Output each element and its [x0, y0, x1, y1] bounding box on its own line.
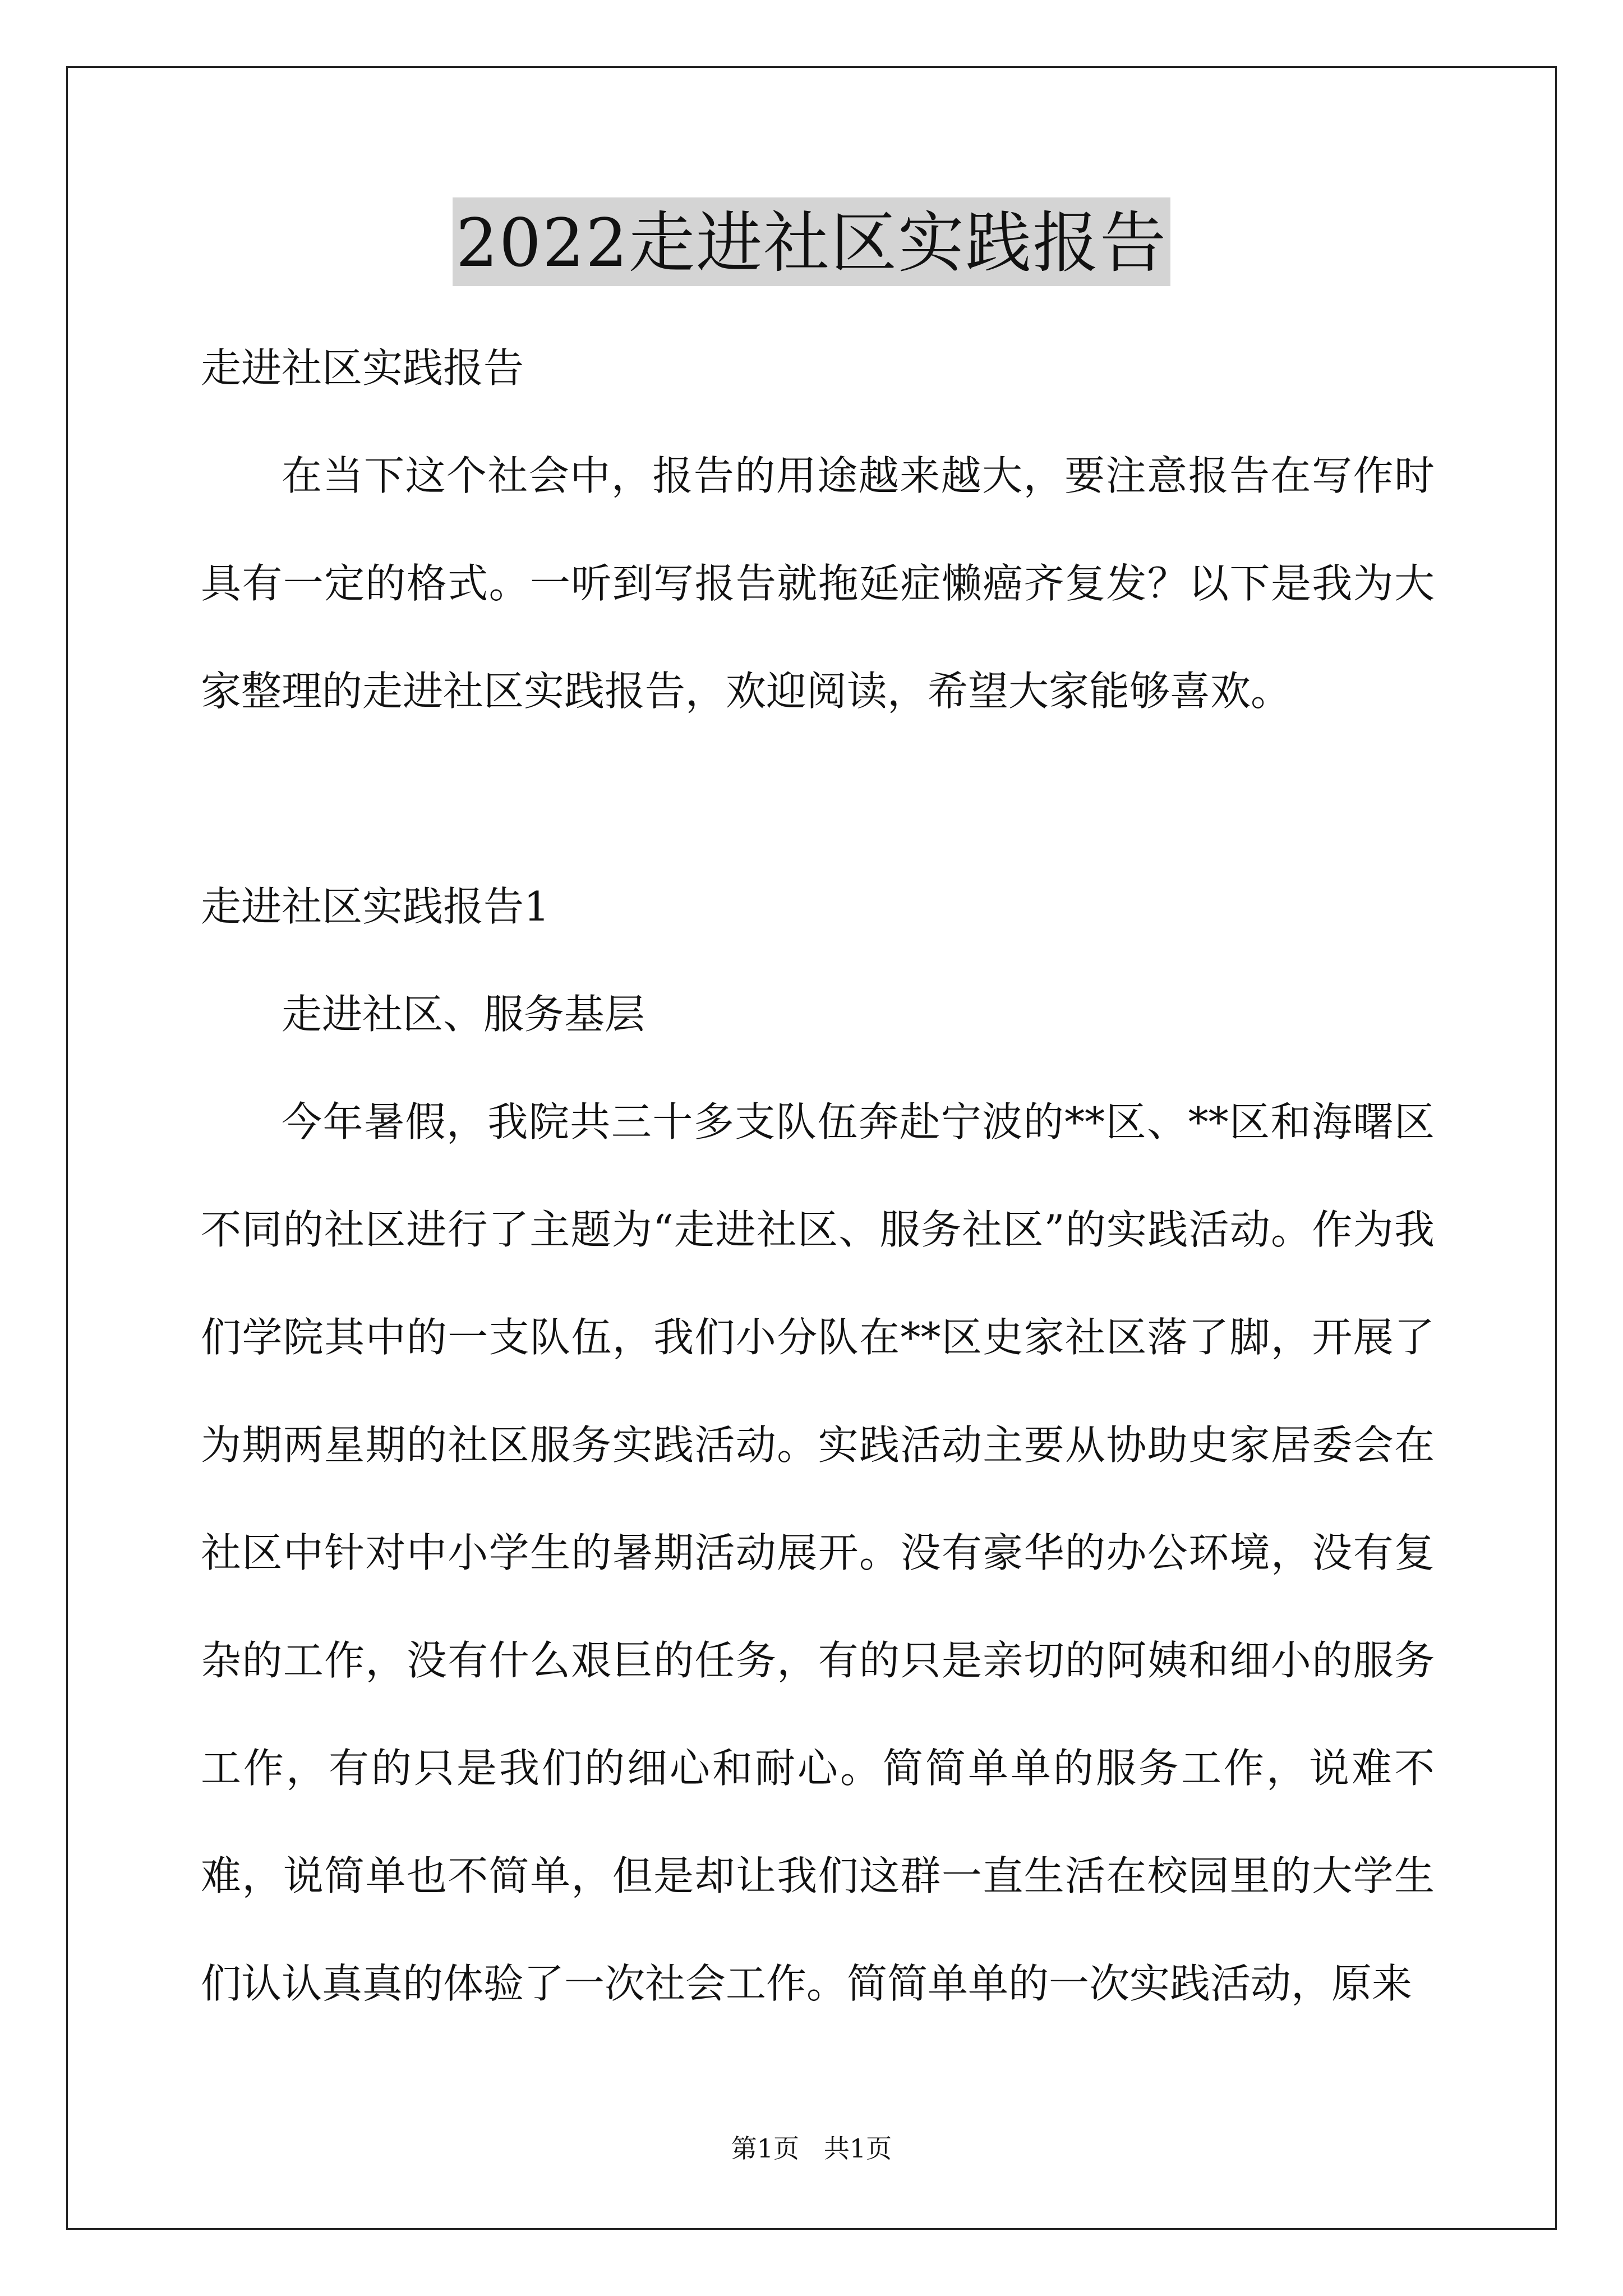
top-heading: 走进社区实践报告	[201, 344, 524, 392]
body-paragraph: 今年暑假，我院共三十多支队伍奔赴宁波的**区、**区和海曙区不同的社区进行了主题为“走进社区、服务社区”的实践活动。作为我们学院其中的一支队伍，我们小分队在**区史家社区落了脚，开展了为期两星期的社区服务实践活动。实践活动主要从协助史家居委会在社区中针对中小学生的暑期活动展开。没有豪华的办公环境，没有复杂的工作，没有什么艰巨的任务，有的只是亲切的阿姨和细小的服务工作，有的只是我们的细心和耐心。简简单单的服务工作，说难不难，说简单也不简单，但是却让我们这群一直生活在校园里的大学生们认认真真的体验了一次社会工作。简简单单的一次实践活动，原来	[201, 1098, 1435, 2007]
section-heading: 走进社区实践报告1	[201, 883, 550, 930]
page-number: 第1页 共1页	[731, 2133, 892, 2164]
title-container	[0, 197, 1623, 286]
section-subheading: 走进社区、服务基层	[282, 991, 645, 1038]
document-body	[201, 314, 1435, 2037]
intro-paragraph: 在当下这个社会中，报告的用途越来越大，要注意报告在写作时具有一定的格式。一听到写报告就拖延症懒癌齐复发？以下是我为大家整理的走进社区实践报告，欢迎阅读，希望大家能够喜欢。	[201, 452, 1435, 715]
document-title: 2022走进社区实践报告	[453, 197, 1170, 286]
page-footer	[0, 2132, 1623, 2165]
